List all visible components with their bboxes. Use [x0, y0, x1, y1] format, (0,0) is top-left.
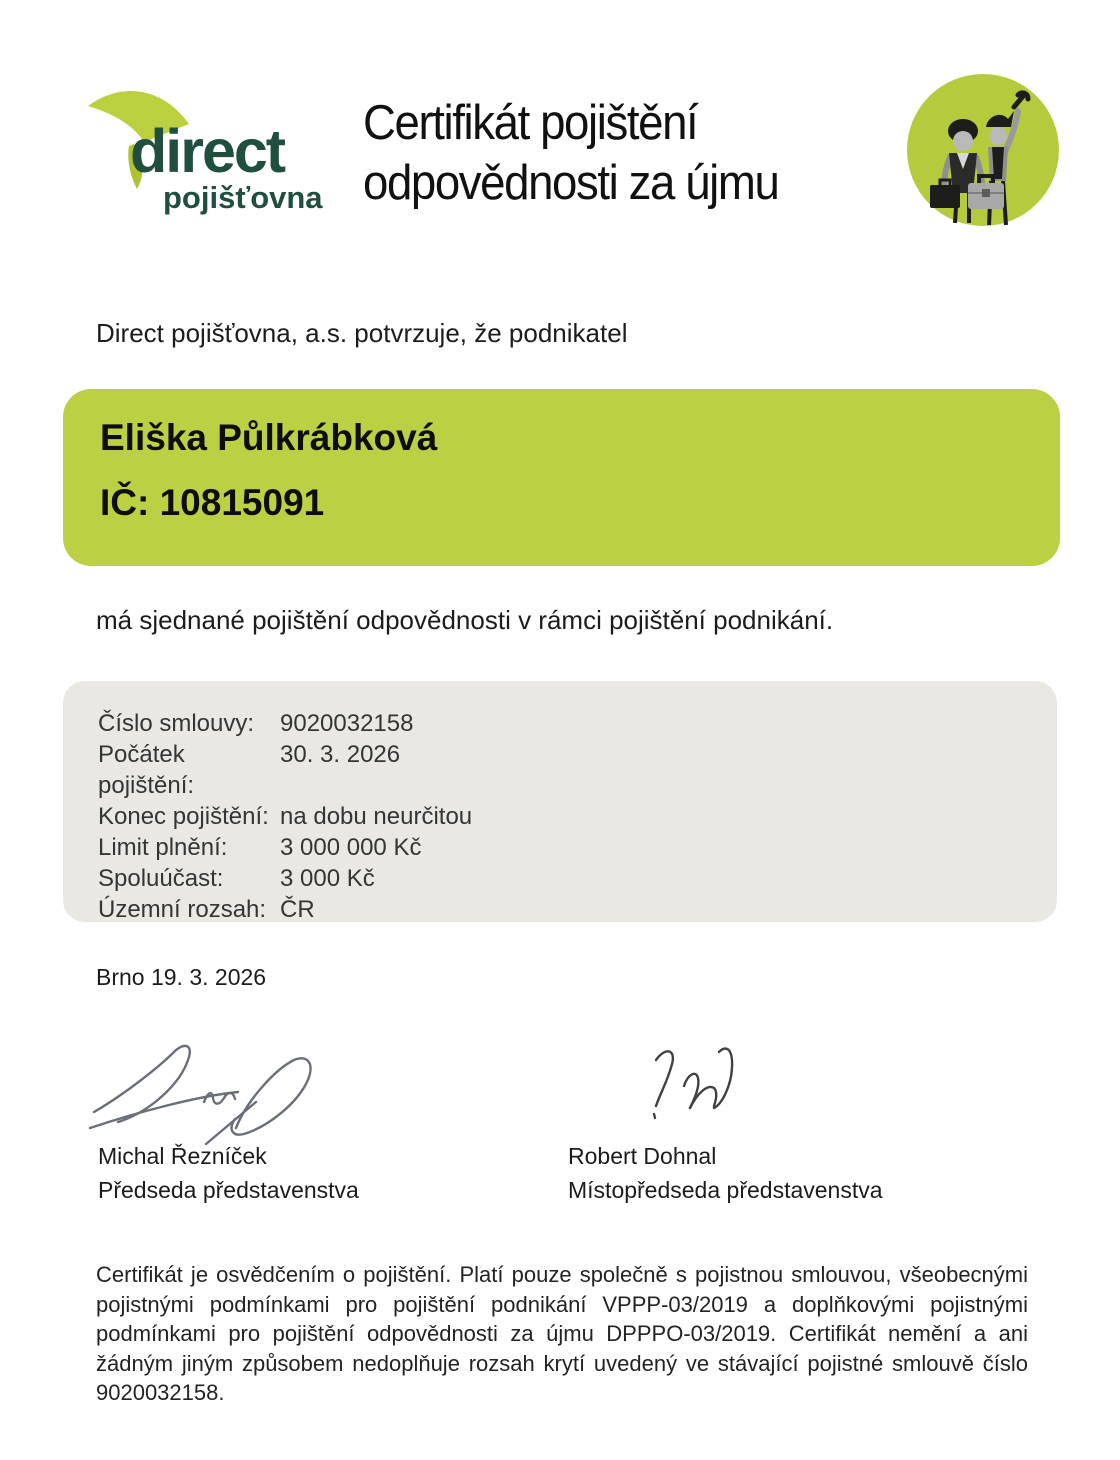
insured-name: Eliška Půlkrábková	[100, 417, 438, 458]
document-title-line2: odpovědnosti za újmu	[363, 156, 779, 210]
signature-scribble-left-icon	[86, 1038, 314, 1146]
detail-label: Počátek pojištění:	[98, 741, 195, 799]
signatory-role-1: Předseda představenstva	[98, 1177, 359, 1203]
signatory-role-2: Místopředseda představenstva	[568, 1177, 883, 1203]
detail-row-end-date	[98, 801, 1057, 832]
detail-value: 3 000 Kč	[280, 865, 375, 892]
detail-value: 3 000 000 Kč	[280, 834, 422, 861]
detail-row-contract-number	[98, 708, 1057, 739]
workers-with-toolbox-badge-icon	[906, 73, 1060, 227]
detail-row-deductible	[98, 863, 1057, 894]
signatory-name-1: Michal Řezníček	[98, 1143, 267, 1169]
detail-row-limit	[98, 832, 1057, 863]
detail-row-start-date	[98, 739, 1057, 801]
detail-label: Číslo smlouvy:	[98, 710, 255, 737]
signatory-name-2: Robert Dohnal	[568, 1143, 717, 1169]
detail-value: na dobu neurčitou	[280, 803, 473, 830]
intro-statement: Direct pojišťovna, a.s. potvrzuje, že podnikatel	[96, 318, 628, 348]
detail-value: ČR	[280, 896, 315, 923]
document-title	[363, 93, 778, 213]
logo-brand-text: direct	[130, 117, 285, 185]
coverage-statement: má sjednané pojištění odpovědnosti v rámci pojištění podnikání.	[96, 605, 834, 635]
detail-row-territory	[98, 894, 1057, 925]
legal-disclaimer: Certifikát je osvědčením o pojištění. Platí pouze společně s pojistnou smlouvou, všeobecnými pojistnými podmínkami pro pojištění podnikání VPPP-03/2019 a doplňkovými pojistnými podmínkami pro pojištění odpovědnosti za újmu DPPPO-03/2019. Certifikát nemění a ani žádným jiným způsobem nedoplňuje rozsah krytí uvedený ve stávající pojistné smlouvě číslo 9020032158.	[96, 1262, 1028, 1405]
detail-label: Konec pojištění:	[98, 803, 269, 830]
logo-subtitle-text: pojišťovna	[163, 180, 323, 215]
insured-highlight-box	[63, 389, 1060, 566]
document-title-line1: Certifikát pojištění	[363, 96, 698, 150]
detail-value: 30. 3. 2026	[280, 741, 401, 768]
detail-label: Spoluúčast:	[98, 865, 224, 892]
detail-value: 9020032158	[280, 710, 414, 737]
signature-scribble-right-icon	[626, 1040, 744, 1142]
place-and-date: Brno 19. 3. 2026	[96, 964, 267, 990]
insured-company-id: IČ: 10815091	[100, 482, 325, 523]
policy-details-box	[63, 681, 1057, 922]
detail-label: Územní rozsah:	[98, 896, 267, 923]
detail-label: Limit plnění:	[98, 834, 228, 861]
